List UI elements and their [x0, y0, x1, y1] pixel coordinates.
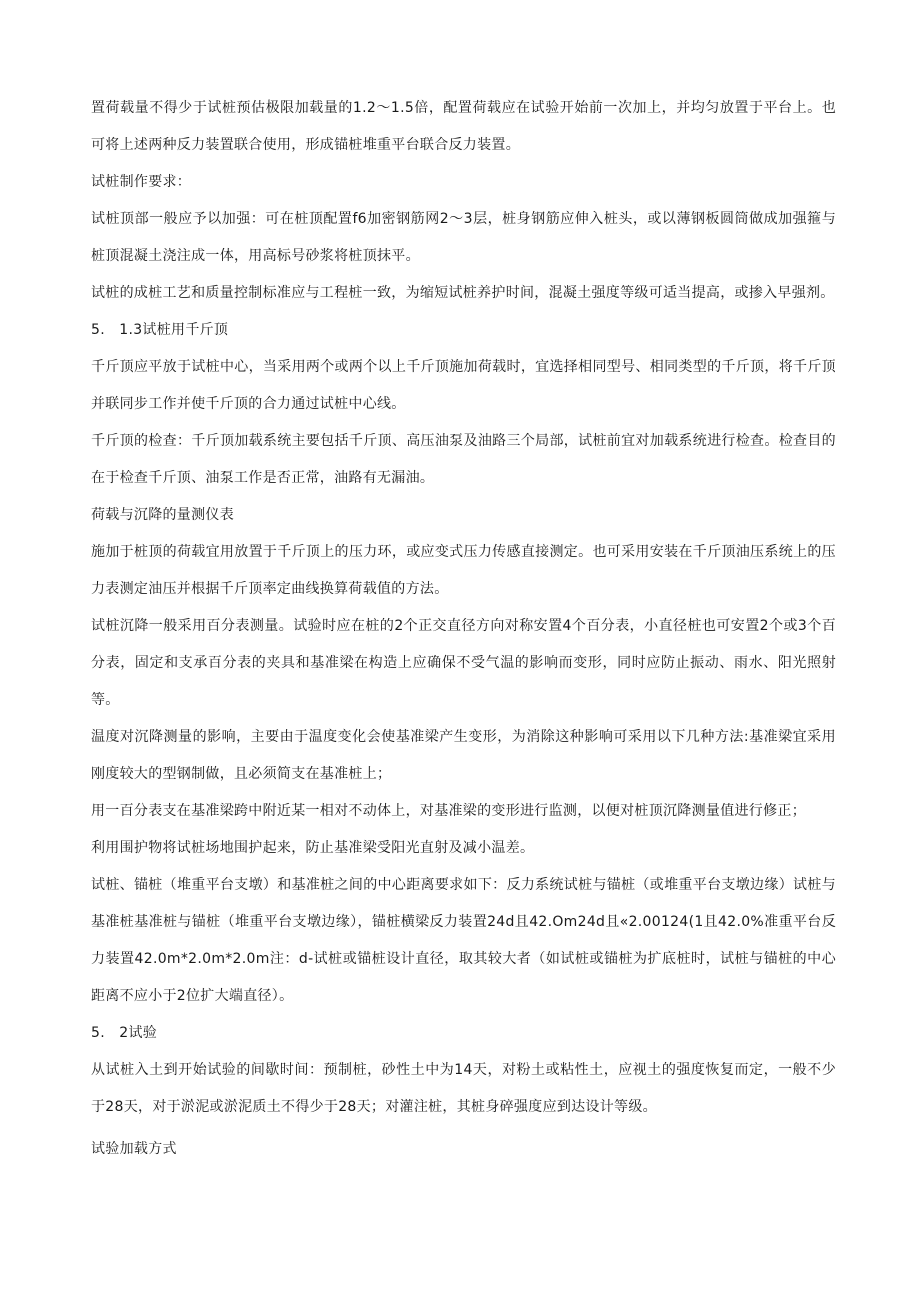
- paragraph-dial-gauge-correction: 用一百分表支在基准梁跨中附近某一相对不动体上，对基准梁的变形进行监测，以便对桩顶沉降测量值进行修正；: [91, 803, 806, 819]
- heading-section-1-3-jack: 5. 1.3试桩用千斤顶: [91, 322, 229, 338]
- heading-loading-method: 试验加载方式: [91, 1141, 177, 1157]
- document-page: [91, 90, 836, 1168]
- heading-test-pile-requirements: 试桩制作要求：: [91, 174, 192, 190]
- paragraph-jack-placement: 千斤顶应平放于试桩中心，当采用两个或两个以上千斤顶施加荷载时，宜选择相同型号、相同类型的千斤顶，将千斤顶并联同步工作并使千斤顶的合力通过试桩中心线。: [91, 359, 836, 412]
- paragraph-pile-process-quality: 试桩的成桩工艺和质量控制标准应与工程桩一致，为缩短试桩养护时间，混凝土强度等级可适当提高，或掺入早强剂。: [91, 285, 835, 301]
- paragraph-rest-interval: 从试桩入土到开始试验的间歇时间：预制桩，砂性土中为14天，对粉土或粘性土，应视土的强度恢复而定，一般不少于28天，对于淤泥或淤泥质土不得少于28天；对灌注桩，其桩身碎强度应到达设计等级。: [91, 1062, 836, 1115]
- paragraph-temperature-effect: 温度对沉降测量的影响，主要由于温度变化会使基准梁产生变形，为消除这种影响可采用以下几种方法:基准梁宜采用刚度较大的型钢制做，且必须简支在基准桩上；: [91, 729, 836, 782]
- heading-section-2-test: 5. 2试验: [91, 1025, 158, 1041]
- paragraph-load-measurement: 施加于桩顶的荷载宜用放置于千斤顶上的压力环，或应变式压力传感直接测定。也可采用安装在千斤顶油压系统上的压力表测定油压并根据千斤顶率定曲线换算荷载值的方法。: [91, 544, 836, 597]
- paragraph-counterweight-load: 置荷载量不得少于试桩预估极限加载量的1.2〜1.5倍，配置荷载应在试验开始前一次加上，并均匀放置于平台上。也可将上述两种反力装置联合使用，形成锚桩堆重平台联合反力装置。: [91, 100, 836, 153]
- heading-measuring-instruments: 荷载与沉降的量测仪表: [91, 507, 234, 523]
- paragraph-jack-inspection: 千斤顶的检查：千斤顶加载系统主要包括千斤顶、高压油泵及油路三个局部，试桩前宜对加载系统进行检查。检查目的在于检查千斤顶、油泵工作是否正常，油路有无漏油。: [91, 433, 836, 486]
- paragraph-center-distance: 试桩、锚桩（堆重平台支墩）和基准桩之间的中心距离要求如下：反力系统试桩与锚桩（或堆重平台支墩边缘）试桩与基准桩基准桩与锚桩（堆重平台支墩边缘），锚桩横梁反力装置24d且42.Om24d且«2.00124(1且42.0%准重平台反力装置42.0m*2.0m*2.0m注：d-试桩或锚桩设计直径，取其较大者（如试桩或锚桩为扩底桩时，试桩与锚桩的中心距离不应小于2位扩大端直径）。: [91, 877, 836, 1004]
- paragraph-settlement-measurement: 试桩沉降一般采用百分表测量。试验时应在桩的2个正交直径方向对称安置4个百分表，小直径桩也可安置2个或3个百分表，固定和支承百分表的夹具和基准梁在构造上应确保不受气温的影响而变形，同时应防止振动、雨水、阳光照射等。: [91, 618, 836, 708]
- paragraph-site-enclosure: 利用围护物将试桩场地围护起来，防止基准梁受阳光直射及减小温差。: [91, 840, 535, 856]
- paragraph-pile-top-reinforcement: 试桩顶部一般应予以加强：可在桩顶配置f6加密钢筋网2〜3层，桩身钢筋应伸入桩头，或以薄钢板圆筒做成加强箍与桩顶混凝土浇注成一体，用高标号砂浆将桩顶抹平。: [91, 211, 836, 264]
